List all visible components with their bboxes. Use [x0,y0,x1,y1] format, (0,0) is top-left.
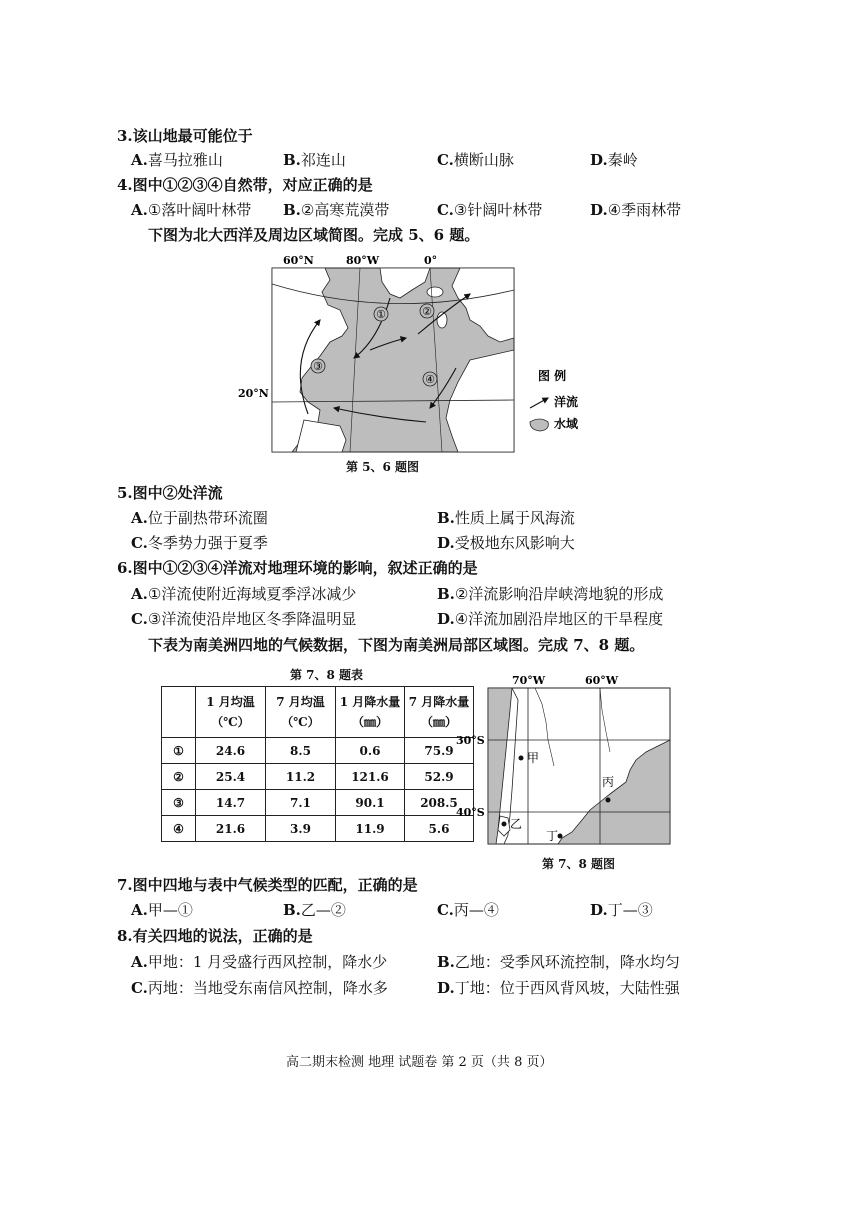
table-row-id: ① [162,738,196,764]
q3-option-c [437,149,514,170]
lat-60n-label: 60°N [283,254,314,267]
table-row [162,738,474,764]
q3-option-a [131,149,223,170]
option-label: C. [437,901,454,919]
q4-stem: 4.图中①②③④自然带，对应正确的是 [117,176,373,194]
option-text: 受极地东风影响大 [454,534,575,552]
table-cell: 7.1 [266,790,336,816]
option-text: 丁—③ [607,901,653,919]
option-text: 位于副热带环流圈 [147,509,268,527]
iceland-land [427,287,443,297]
q5-option-d [437,532,575,553]
page-footer: 高二期末检测 地理 试题卷 第 2 页（共 8 页） [286,1055,553,1070]
table-row [162,764,474,790]
option-label: C. [131,534,148,552]
option-text: ②高寒荒漠带 [300,201,390,219]
q5-stem: 5.图中②处洋流 [117,484,223,502]
option-text: ④季雨林带 [607,201,682,219]
table-cell: 25.4 [196,764,266,790]
table-cell: 8.5 [266,738,336,764]
lon-70w-label: 70°W [512,674,546,687]
option-label: D. [437,610,455,628]
option-text: 丙地：当地受东南信风控制，降水多 [147,979,388,997]
option-text: 甲—① [147,901,193,919]
option-text: ③针阔叶林带 [453,201,543,219]
table-cell: 3.9 [266,816,336,842]
place-jia-dot [519,756,524,761]
map2-caption: 第 7、8 题图 [542,857,616,871]
option-text: 乙地：受季风环流控制，降水均匀 [454,953,680,971]
q7-option-d [590,899,653,920]
table-header-cell: 7 月降水量（㎜） [405,687,474,738]
option-label: C. [437,151,454,169]
table-cell: 24.6 [196,738,266,764]
q4-option-d [590,199,681,220]
table-cell: 208.5 [405,790,474,816]
option-label: A. [131,201,148,219]
option-text: 祁连山 [300,151,346,169]
south-america-map [450,670,675,850]
option-label: B. [437,585,455,603]
table-row-id: ③ [162,790,196,816]
q3-option-d [590,149,638,170]
q8-stem: 8.有关四地的说法，正确的是 [117,927,313,945]
place-jia-label: 甲 [527,751,540,765]
lon-0-label: 0° [424,254,438,267]
q3-option-b [283,149,346,170]
table-header-cell: 1 月均温（℃） [196,687,266,738]
legend-water-label: 水域 [554,417,579,431]
table-cell: 75.9 [405,738,474,764]
option-text: 乙—② [300,901,346,919]
marker-2-label: ② [422,305,432,318]
option-text: 丙—④ [453,901,499,919]
q7-option-c [437,899,499,920]
legend-title: 图 例 [538,369,567,383]
table-header-cell: 7 月均温（℃） [266,687,336,738]
place-bing-label: 丙 [602,775,615,789]
q7-option-b [283,899,346,920]
table-cell: 0.6 [336,738,405,764]
marker-3-label: ③ [313,360,323,373]
table-row [162,816,474,842]
option-label: A. [131,151,148,169]
option-label: B. [283,151,301,169]
place-yi-dot [502,822,507,827]
table-header-row [162,687,474,738]
table-cell: 21.6 [196,816,266,842]
q5-option-b [437,507,575,528]
legend-current-arrow [530,398,548,408]
lon-60w-label: 60°W [585,674,619,687]
q4-option-c [437,199,542,220]
legend-water-swatch [530,419,548,431]
q4-option-b [283,199,389,220]
table-cell: 5.6 [405,816,474,842]
q6-option-b [437,583,663,604]
table-header-cell: 1 月降水量（㎜） [336,687,405,738]
option-text: 丁地：位于西风背风坡，大陆性强 [454,979,680,997]
place-ding-label: 丁 [546,829,559,843]
option-label: C. [131,610,148,628]
q5-option-c [131,532,268,553]
option-label: A. [131,585,148,603]
option-label: A. [131,953,148,971]
q6-option-d [437,608,663,629]
q7-option-a [131,899,193,920]
option-text: ③洋流使沿岸地区冬季降温明显 [147,610,357,628]
q3-stem: 3.该山地最可能位于 [117,127,253,145]
option-label: D. [590,201,608,219]
table-row-id: ④ [162,816,196,842]
table-cell: 52.9 [405,764,474,790]
option-label: A. [131,509,148,527]
option-text: ④洋流加剧沿岸地区的干旱程度 [454,610,664,628]
q6-stem: 6.图中①②③④洋流对地理环境的影响，叙述正确的是 [117,559,478,577]
intro-7-8: 下表为南美洲四地的气候数据，下图为南美洲局部区域图。完成 7、8 题。 [148,636,645,654]
map1-caption: 第 5、6 题图 [346,460,420,474]
option-text: ②洋流影响沿岸峡湾地貌的形成 [454,585,664,603]
option-label: A. [131,901,148,919]
option-text: 甲地：1 月受盛行西风控制，降水少 [147,953,388,971]
place-bing-dot [606,798,611,803]
table-corner-cell [162,687,196,738]
option-text: 性质上属于风海流 [454,509,575,527]
table-cell: 90.1 [336,790,405,816]
option-label: D. [590,901,608,919]
place-ding-dot [558,834,563,839]
option-label: B. [283,201,301,219]
option-text: 喜马拉雅山 [147,151,223,169]
q4-option-a [131,199,251,220]
option-text: 冬季势力强于夏季 [147,534,268,552]
table-cell: 14.7 [196,790,266,816]
q8-option-c [131,977,388,998]
marker-4-label: ④ [425,373,435,386]
table-row-id: ② [162,764,196,790]
option-label: B. [283,901,301,919]
q7-stem: 7.图中四地与表中气候类型的匹配，正确的是 [117,876,418,894]
lat-30s-label: 30°S [456,734,485,747]
option-text: ①洋流使附近海域夏季浮冰减少 [147,585,357,603]
place-yi-label: 乙 [510,817,523,831]
legend-current-label: 洋流 [554,395,579,409]
option-text: 秦岭 [607,151,638,169]
q8-option-a [131,951,387,972]
climate-table [161,686,474,842]
q8-option-b [437,951,680,972]
option-label: D. [437,534,455,552]
table-cell: 121.6 [336,764,405,790]
option-label: D. [590,151,608,169]
option-label: B. [437,953,455,971]
option-text: 横断山脉 [453,151,514,169]
table-row [162,790,474,816]
option-label: B. [437,509,455,527]
option-label: C. [437,201,454,219]
q6-option-c [131,608,356,629]
q5-option-a [131,507,268,528]
marker-1-label: ① [376,308,386,321]
north-atlantic-map [230,250,590,475]
q6-option-a [131,583,356,604]
table-cell: 11.2 [266,764,336,790]
table-caption: 第 7、8 题表 [290,668,364,682]
lon-80w-label: 80°W [346,254,380,267]
option-label: D. [437,979,455,997]
option-text: ①落叶阔叶林带 [147,201,252,219]
q8-option-d [437,977,680,998]
lat-40s-label: 40°S [456,806,485,819]
lat-20n-label: 20°N [238,387,269,400]
table-cell: 11.9 [336,816,405,842]
option-label: C. [131,979,148,997]
intro-5-6: 下图为北大西洋及周边区域简图。完成 5、6 题。 [148,226,480,244]
